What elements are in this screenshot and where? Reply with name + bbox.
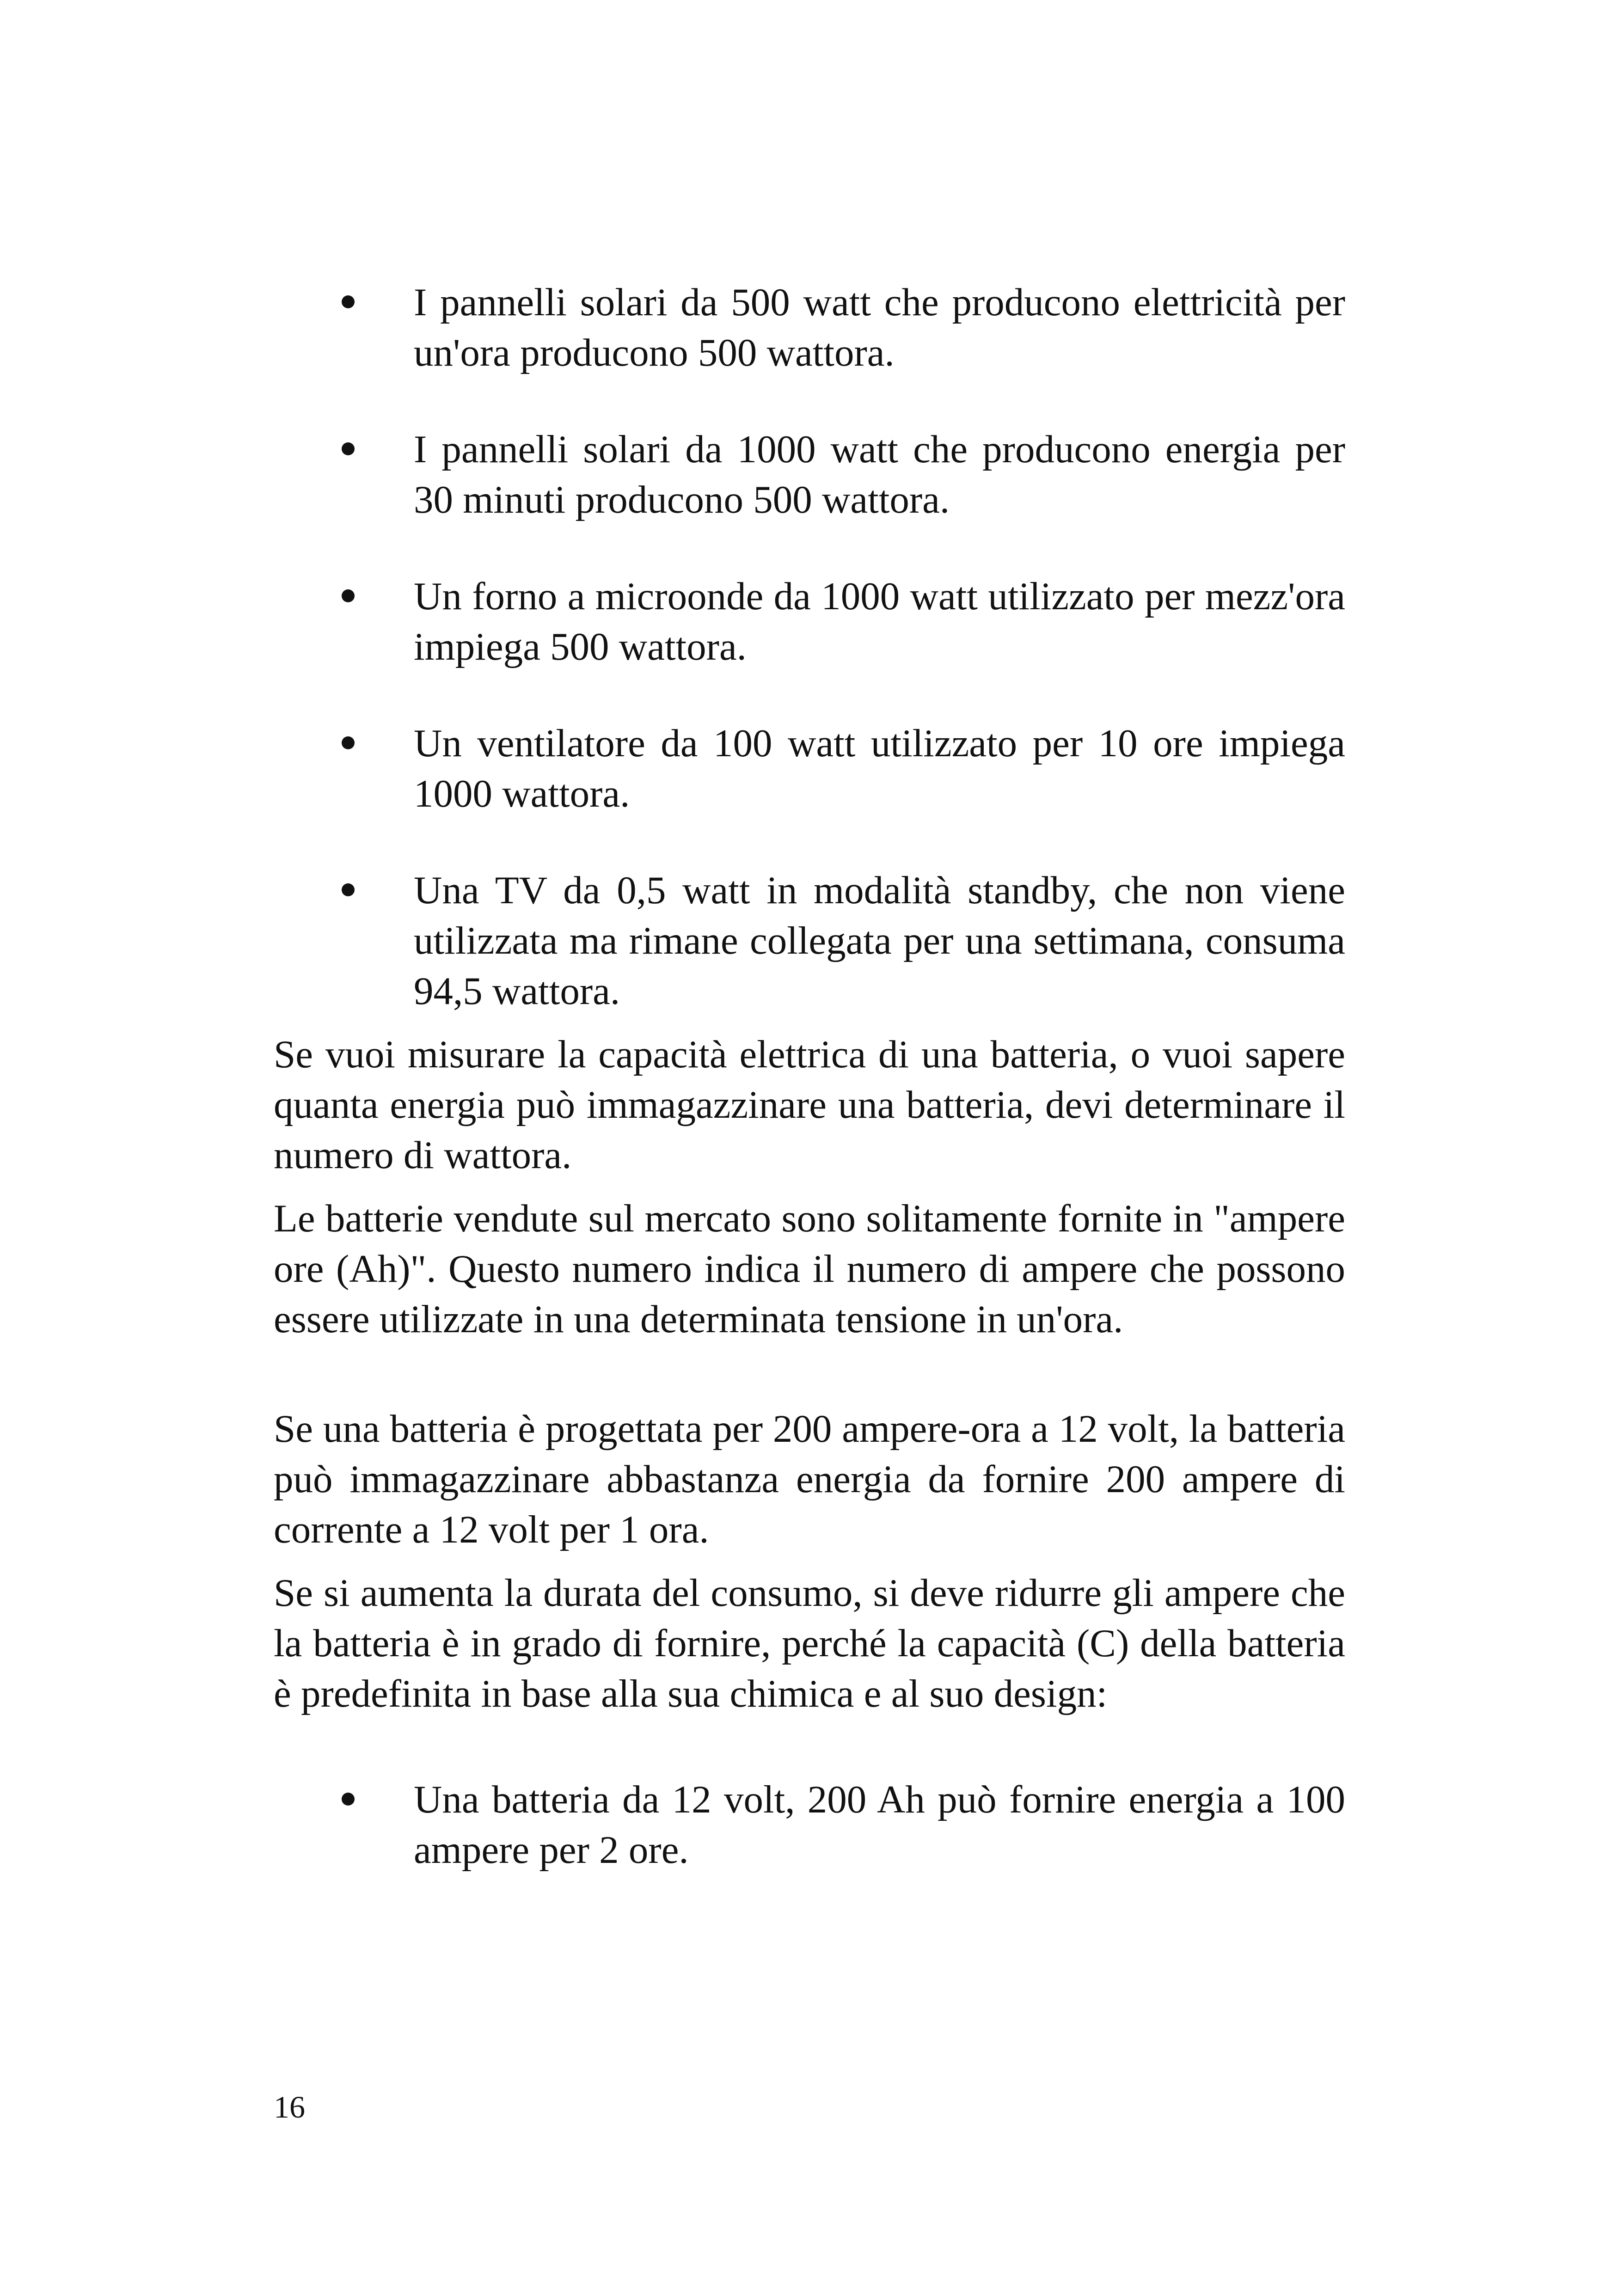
list-item [274, 571, 1345, 672]
list-item-text: Un forno a microonde da 1000 watt utilizzato per mezz'ora impiega 500 wattora. [414, 575, 1345, 668]
list-item [274, 277, 1345, 378]
paragraph-duration: Se si aumenta la durata del consumo, si deve ridurre gli ampere che la batteria è in grado di fornire, perché la capacità (C) della batteria è predefinita in base alla sua chimica e al suo design: [274, 1571, 1345, 1715]
paragraph-battery-capacity: Se vuoi misurare la capacità elettrica di una batteria, o vuoi sapere quanta energia può immagazzinare una batteria, devi determinare il numero di wattora. [274, 1033, 1345, 1177]
list-item-text: Una TV da 0,5 watt in modalità standby, che non viene utilizzata ma rimane collegata per una settimana, consuma 94,5 wattora. [414, 869, 1345, 1013]
list-item-text: Un ventilatore da 100 watt utilizzato per 10 ore impiega 1000 wattora. [414, 722, 1345, 815]
list-item [274, 424, 1345, 525]
bullet-dot-icon [342, 442, 355, 455]
bullet-dot-icon [342, 883, 355, 896]
bullet-dot-icon [342, 736, 355, 749]
paragraph-ampere-hours: Le batterie vendute sul mercato sono solitamente fornite in "ampere ore (Ah)". Questo numero indica il numero di ampere che possono essere utilizzate in una determinata tensione in un'ora. [274, 1197, 1345, 1341]
paragraph-200ah-example: Se una batteria è progettata per 200 ampere-ora a 12 volt, la batteria può immagazzinare abbastanza energia da fornire 200 ampere di corrente a 12 volt per 1 ora. [274, 1407, 1345, 1551]
bullet-dot-icon [342, 1793, 355, 1806]
bullet-list-energy-examples [274, 277, 1345, 1016]
list-item [274, 865, 1345, 1016]
bullet-dot-icon [342, 589, 355, 602]
list-item-text: Una batteria da 12 volt, 200 Ah può fornire energia a 100 ampere per 2 ore. [414, 1778, 1345, 1872]
bullet-list-battery-examples [274, 1775, 1345, 1875]
bullet-dot-icon [342, 295, 355, 308]
list-item-text: I pannelli solari da 1000 watt che producono energia per 30 minuti producono 500 wattora. [414, 428, 1345, 521]
list-item [274, 1775, 1345, 1875]
page-content [274, 277, 1345, 1875]
list-item-text: I pannelli solari da 500 watt che producono elettricità per un'ora producono 500 wattora. [414, 281, 1345, 374]
page-number: 16 [274, 2089, 305, 2125]
list-item [274, 718, 1345, 819]
